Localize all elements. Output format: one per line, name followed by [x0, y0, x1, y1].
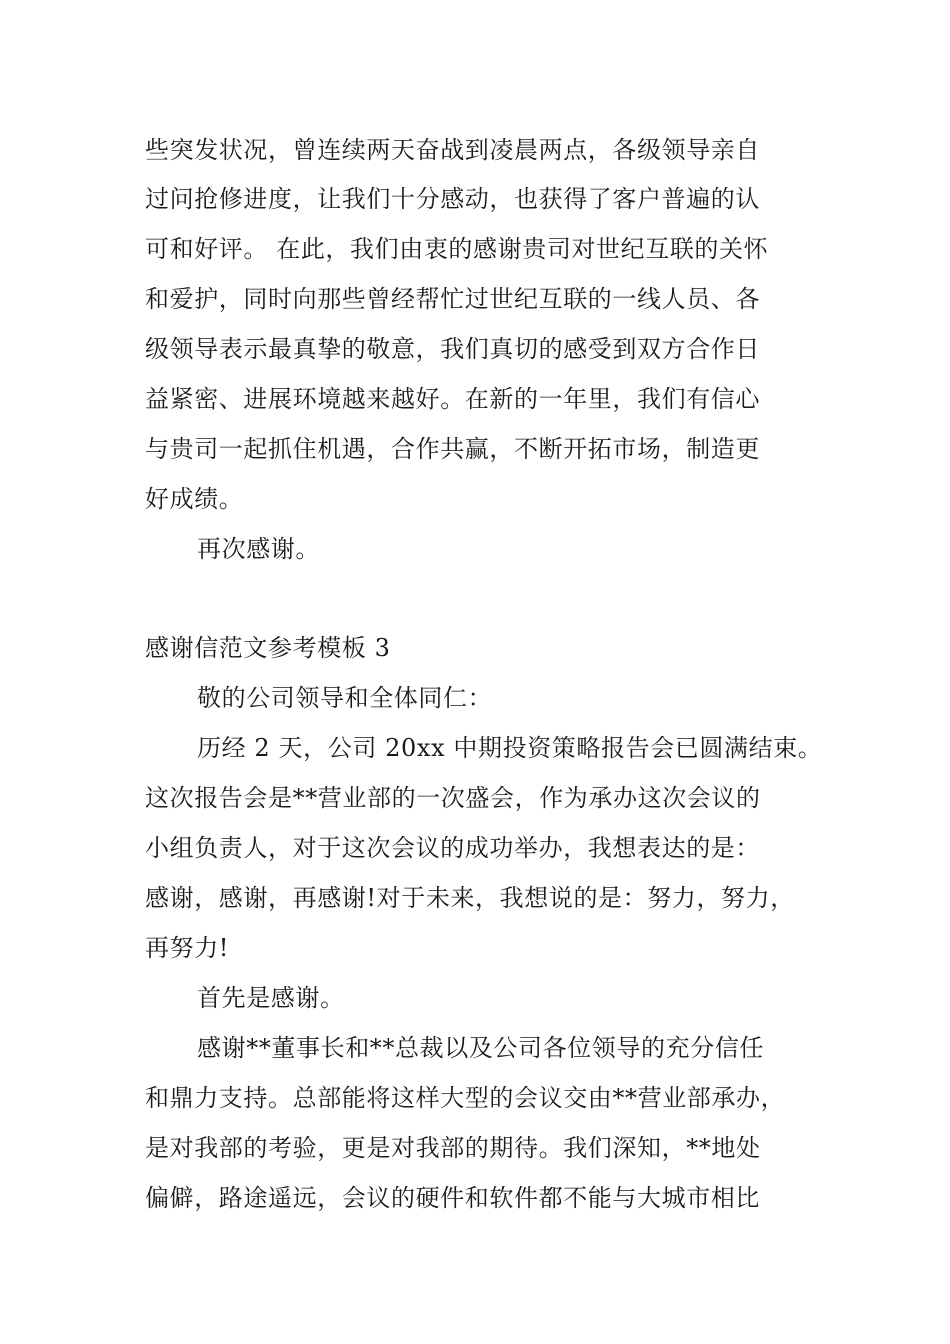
section-heading: 感谢信范文参考模板 3 [145, 634, 391, 662]
paragraph-line: 小组负责人，对于这次会议的成功举办，我想表达的是： [145, 834, 760, 862]
paragraph-line: 与贵司一起抓住机遇，合作共赢，不断开拓市场，制造更 [145, 435, 760, 463]
paragraph-line: 过问抢修进度，让我们十分感动，也获得了客户普遍的认 [145, 185, 760, 213]
paragraph-line: 这次报告会是**营业部的一次盛会，作为承办这次会议的 [145, 784, 761, 812]
paragraph-line: 和鼎力支持。总部能将这样大型的会议交由**营业部承办， [145, 1084, 786, 1112]
paragraph-line: 再努力! [145, 934, 230, 962]
paragraph-line: 历经 2 天，公司 20xx 中期投资策略报告会已圆满结束。 [197, 734, 823, 762]
paragraph-line: 可和好评。 在此，我们由衷的感谢贵司对世纪互联的关怀 [145, 235, 769, 263]
salutation: 敬的公司领导和全体同仁： [197, 684, 493, 712]
paragraph-line: 偏僻，路途遥远，会议的硬件和软件都不能与大城市相比 [145, 1184, 760, 1212]
paragraph-line: 首先是感谢。 [197, 984, 345, 1012]
paragraph-line: 是对我部的考验，更是对我部的期待。我们深知，**地处 [145, 1134, 761, 1162]
paragraph-line: 和爱护，同时向那些曾经帮忙过世纪互联的一线人员、各 [145, 285, 760, 313]
paragraph-line: 些突发状况，曾连续两天奋战到凌晨两点，各级领导亲自 [145, 136, 760, 164]
paragraph-line: 级领导表示最真挚的敬意，我们真切的感受到双方合作日 [145, 335, 760, 363]
paragraph-line: 再次感谢。 [197, 535, 320, 563]
paragraph-line: 感谢，感谢，再感谢!对于未来，我想说的是：努力，努力， [145, 884, 795, 912]
paragraph-line: 好成绩。 [145, 485, 244, 513]
paragraph-line: 感谢**董事长和**总裁以及公司各位领导的充分信任 [197, 1034, 764, 1062]
paragraph-line: 益紧密、进展环境越来越好。在新的一年里，我们有信心 [145, 385, 760, 413]
